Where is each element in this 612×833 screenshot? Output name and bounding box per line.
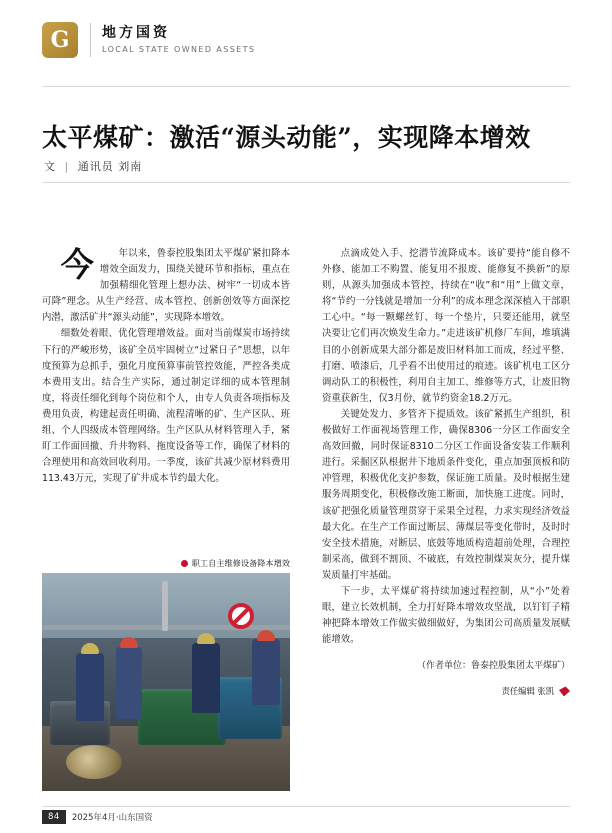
figure-caption-text: 职工自主维修设备降本增效 <box>191 557 290 568</box>
photo-worker <box>116 647 142 719</box>
figure-caption <box>42 556 290 570</box>
paragraph: 细数处着眼、优化管理增效益。面对当前煤炭市场持续下行的严峻形势，该矿全员牢固树立“过紧日子”思想，以年度预算为总抓手，强化月度预算事前管控效能，严控各类成本费用支出。结合生产实际，通过制定详细的成本管理制度，将责任细化到每个岗位和个人，由专人负责各项指标及费用负责，构建起责任明确、流程清晰的矿、生产区队、班组、个人四级成本管理网络。生产区队从材料管理入手，紧盯工作面回撤、升井物料、拖度设备等工作，确保了材料的合理使用和高效回收利用。一季度，该矿共减少原材料费用113.43万元，实现了矿井成本节约最大化。 <box>42 328 290 485</box>
photo-pipe-vertical <box>162 581 168 631</box>
photo-worker-helmet <box>120 637 138 648</box>
footer <box>42 810 153 824</box>
body-column-left <box>42 246 290 487</box>
paragraph: 下一步，太平煤矿将持续加速过程控制，从“小”处着眼，建立长效机制，全力打好降本增效攻坚战，以钉钉子精神把降本增效工作做实做细做好，为集团公司高质量发展赋能增效。 <box>322 585 570 646</box>
brand-name-en: LOCAL STATE OWNED ASSETS <box>102 44 256 54</box>
paragraph: 点滴成处入手、挖潜节流降成本。该矿要持“能自修不外修、能加工不购置、能复用不报废、能修复不换新”的原则，从源头加强成本管控，持续在“收”和“用”上做文章，将“节约一分钱就是增加一分利”的成本理念深深植入干部职工心中。“每一颗螺丝钉、每一个垫片，只要还能用，就坚决要让它们再次焕发生命力。”走进该矿机修厂车间，堆填满目的小创新成果大部分都是废旧材料加工而成，经过平整、打磨、喷漆后，几乎看不出使用过的痕迹。该矿机电工区分调动队工的积极性，利用自主加工、维修等方式，让废旧物资重获新生，仅3月份，就节约资金18.2万元。 <box>322 248 570 404</box>
title-rule-bottom <box>42 182 570 183</box>
page-number: 84 <box>42 810 66 824</box>
logo-glyph: G <box>50 27 70 53</box>
byline-author: 通讯员 刘南 <box>77 160 143 173</box>
footer-rule <box>42 806 570 807</box>
page-title: 太平煤矿：激活“源头动能”，实现降本增效 <box>42 122 531 152</box>
author-affiliation: （作者单位：鲁泰控股集团太平煤矿） <box>416 661 570 672</box>
photo-worker <box>252 639 280 705</box>
paragraph-with-dropcap <box>42 246 290 326</box>
photo-worker <box>192 643 220 713</box>
body-column-right <box>322 246 570 700</box>
photo-worker <box>76 653 104 721</box>
byline-separator: | <box>64 160 70 173</box>
paragraph-text: 年以来，鲁泰控股集团太平煤矿紧扣降本增效全面发力，围绕关键环节和指标，重点在加强精细化管理上想办法、树牢“一切成本皆可降”理念。从生产经营、成本管控、创新创效等方面深挖内潜，激活矿井“源头动能”，实现降本增效。 <box>42 248 290 324</box>
publication-logo-icon <box>42 22 78 58</box>
figure-block <box>42 556 290 794</box>
responsible-editor <box>322 683 570 699</box>
brand-name-cn: 地方国资 <box>102 24 170 41</box>
dropcap-character: 今 <box>60 245 94 284</box>
masthead-divider <box>90 23 91 57</box>
masthead <box>42 18 255 62</box>
photo-worker-helmet <box>197 633 215 644</box>
responsible-editor-text: 责任编辑 张凯 <box>501 686 554 697</box>
issue-label: 2025年4月·山东国资 <box>71 813 153 823</box>
photo-worker-helmet <box>81 643 99 654</box>
brand-block <box>102 25 255 56</box>
paragraph: 关键处发力、多管齐下提质效。该矿紧抓生产组织，积极做好工作面视场管理工作，确保8306一分区工作面安全高效回撤，同时保证8310二分区工作面设备安装工作顺利进行。采掘区队根据井下地质条件变化，重点加强顶板和防冲管理，积极优化支护参数，保证施工质量。及时根据生建服务周期变化，积极修改施工断面，加快施工进度。同时，该矿把强化质量管理贯穿于采果全过程，力求实现经济效益最大化。在生产工作面过断层、薄煤层等变化带时，及时时安全技术措施，对断层、底鼓等地质构造超前处理，合理控制采高，做到不割顶、不破底，有效控制煤炭灰分，提升煤炭质量打牢基础。 <box>322 408 570 581</box>
figure-photo <box>42 573 290 791</box>
photo-motor-coil <box>66 745 122 779</box>
photo-worker-helmet <box>257 630 275 641</box>
end-mark-icon <box>559 686 570 696</box>
byline-label: 文 <box>44 160 56 173</box>
byline <box>44 158 142 174</box>
caption-bullet-icon <box>181 560 188 567</box>
photo-warning-sign-icon <box>228 603 254 629</box>
title-rule-top <box>42 86 570 87</box>
